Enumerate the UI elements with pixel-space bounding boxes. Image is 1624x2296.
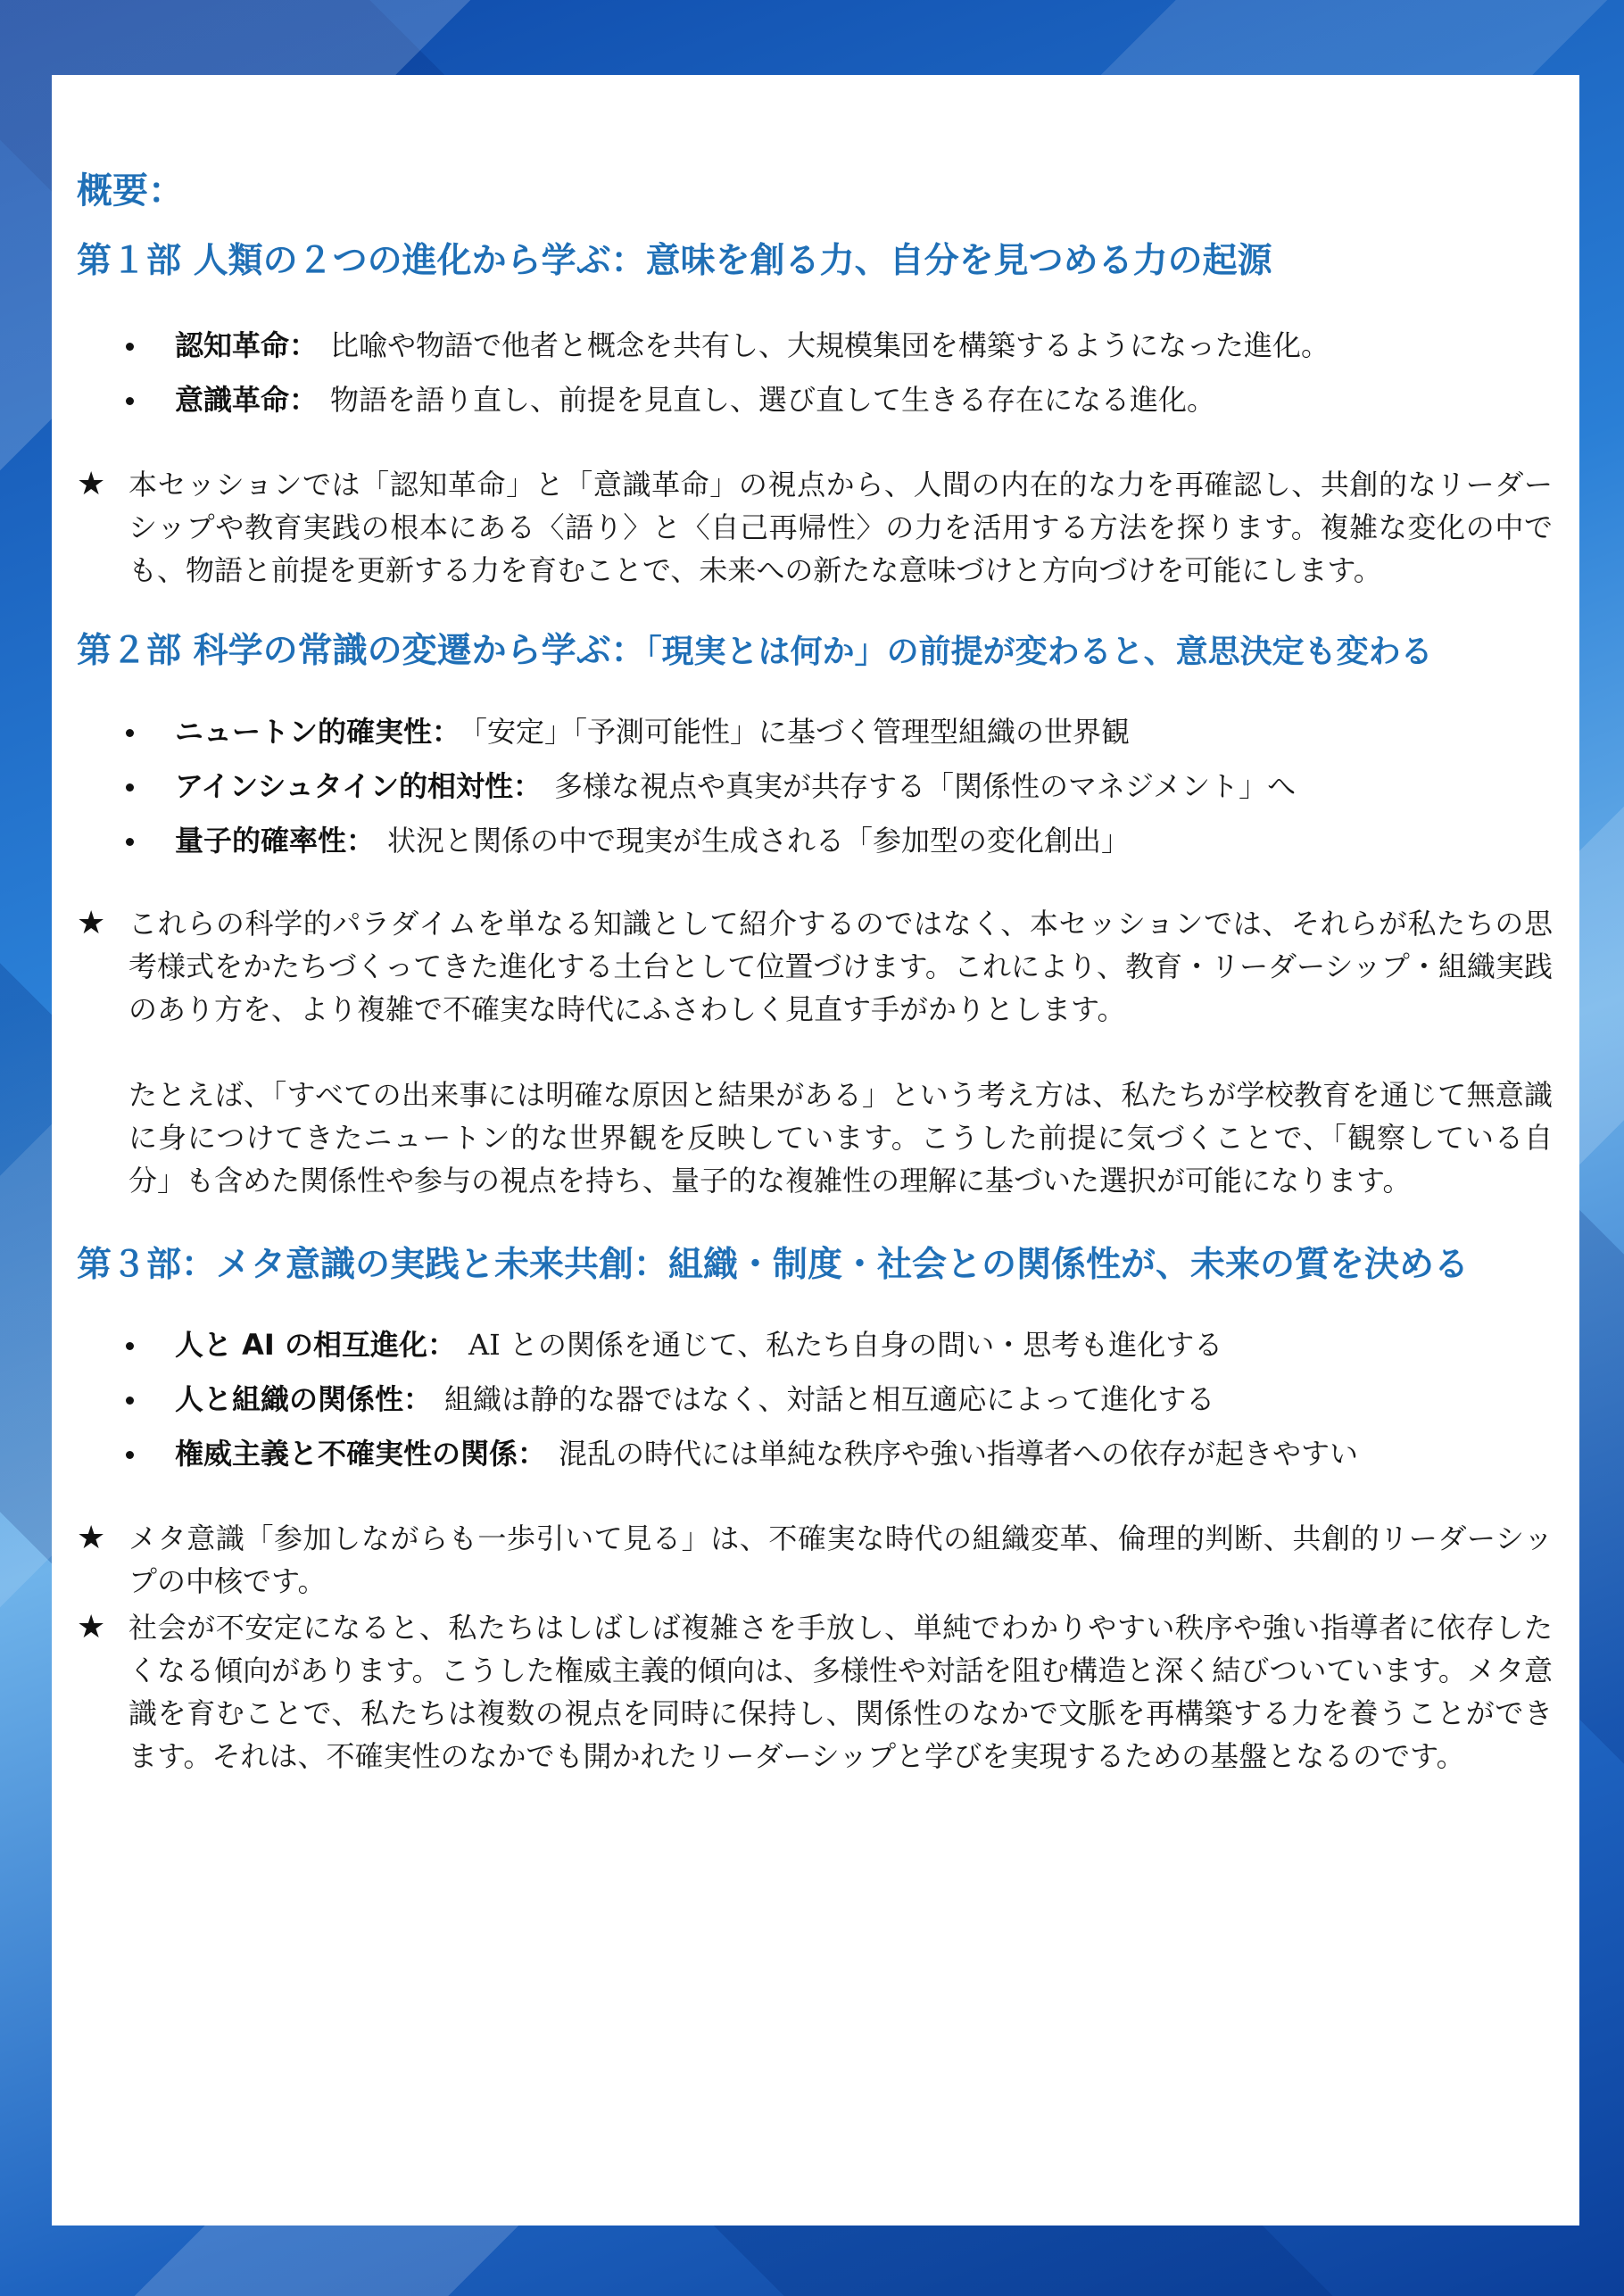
- bullet-term: ニュートン的確実性：: [175, 714, 461, 749]
- star-icon: ★: [77, 1609, 106, 1646]
- part3-heading: 第３部：メタ意識の実践と未来共創：組織・制度・社会との関係性が、未来の質を決める: [77, 1244, 1470, 1285]
- list-item: [77, 1318, 1553, 1372]
- bullet-term: 認知革命：: [175, 327, 319, 362]
- part3-star-paragraph-2: [77, 1606, 1553, 1778]
- part1-heading: 第１部 人類の２つの進化から学ぶ：意味を創る力、自分を見つめる力の起源: [77, 241, 1272, 281]
- bullet-term: 人と AI の相互進化：: [175, 1328, 456, 1363]
- part1-bullet-list: [77, 319, 1553, 427]
- bullet-text: 混乱の時代には単純な秩序や強い指導者への依存が起きやすい: [559, 1437, 1359, 1471]
- paragraph-text: 本セッションでは「認知革命」と「意識革命」の視点から、人間の内在的な力を再確認し、共創的なリーダーシップや教育実践の根本にある〈語り〉と〈自己再帰性〉の力を活用する方法を探ります。複雑な変化の中でも、物語と前提を更新する力を育むことで、未来への新たな意味づけと方向づけを可能にします。: [128, 467, 1553, 587]
- list-item: [77, 705, 1553, 759]
- bullet-term: 人と組織の関係性：: [175, 1382, 433, 1417]
- part2-heading: [77, 631, 1553, 673]
- part1-star-paragraph: [77, 463, 1553, 592]
- bullet-text: 比喩や物語で他者と概念を共有し、大規模集団を構築するようになった進化。: [330, 327, 1330, 362]
- bullet-term: アインシュタイン的相対性：: [175, 768, 543, 803]
- part2-bullet-list: [77, 705, 1553, 868]
- star-icon: ★: [77, 465, 106, 502]
- bullet-text: 多様な視点や真実が共存する「関係性のマネジメント」へ: [554, 768, 1297, 803]
- bullet-text: AI との関係を通じて、私たち自身の問い・思考も進化する: [468, 1328, 1223, 1363]
- bullet-term: 意識革命：: [175, 382, 319, 417]
- paragraph-text: 社会が不安定になると、私たちはしばしば複雑さを手放し、単純でわかりやすい秩序や強い指導者に依存したくなる傾向があります。こうした権威主義的傾向は、多様性や対話を阻む構造と深く結びついています。メタ意識を育むことで、私たちは複数の視点を同時に保持し、関係性のなかで文脈を再構築する力を養うことができます。それは、不確実性のなかでも開かれたリーダーシップと学びを実現するための基盤となるのです。: [128, 1611, 1553, 1774]
- part3-bullet-list: [77, 1318, 1553, 1481]
- part2-heading-sub: 「現実とは何か」の前提が変わると、意思決定も変わる: [645, 633, 1433, 670]
- paragraph-text: メタ意識「参加しながらも一歩引いて見る」は、不確実な時代の組織変革、倫理的判断、共創的リーダーシップの中核です。: [128, 1521, 1553, 1599]
- list-item: [77, 814, 1553, 868]
- bullet-term: 量子的確率性：: [175, 823, 376, 858]
- list-item: [77, 759, 1553, 814]
- bullet-text: 「安定」「予測可能性」に基づく管理型組織の世界観: [473, 714, 1131, 749]
- part2-star-paragraph: [77, 902, 1553, 1031]
- bullet-text: 物語を語り直し、前提を見直し、選び直して生きる存在になる進化。: [330, 382, 1216, 417]
- list-item: [77, 319, 1553, 373]
- paragraph-text: これらの科学的パラダイムを単なる知識として紹介するのではなく、本セッションでは、それらが私たちの思考様式をかたちづくってきた進化する土台として位置づけます。これにより、教育・リーダーシップ・組織実践のあり方を、より複雑で不確実な時代にふさわしく見直す手がかりとします。: [128, 906, 1553, 1026]
- summary-heading: 概要：: [77, 170, 184, 211]
- bullet-text: 組織は静的な器ではなく、対話と相互適応によって進化する: [444, 1382, 1215, 1417]
- list-item: [77, 373, 1553, 427]
- list-item: [77, 1372, 1553, 1427]
- bullet-text: 状況と関係の中で現実が生成される「参加型の変化創出」: [387, 823, 1131, 858]
- document-content: [77, 170, 1553, 1778]
- star-icon: ★: [77, 1520, 106, 1557]
- list-item: [77, 1427, 1553, 1481]
- part2-example-paragraph: たとえば、「すべての出来事には明確な原因と結果がある」という考え方は、私たちが学校教育を通じて無意識に身につけてきたニュートン的な世界観を反映しています。こうした前提に気づくことで、「観察している自分」も含めた関係性や参与の視点を持ち、量子的な複雑性の理解に基づいた選択が可能になります。: [128, 1077, 1553, 1198]
- part3-star-paragraph-1: [77, 1517, 1553, 1603]
- bullet-term: 権威主義と不確実性の関係：: [175, 1437, 547, 1471]
- part2-heading-main: 第２部 科学の常識の変遷から学ぶ：: [77, 630, 646, 671]
- star-icon: ★: [77, 904, 106, 941]
- document-sheet: [52, 75, 1579, 2226]
